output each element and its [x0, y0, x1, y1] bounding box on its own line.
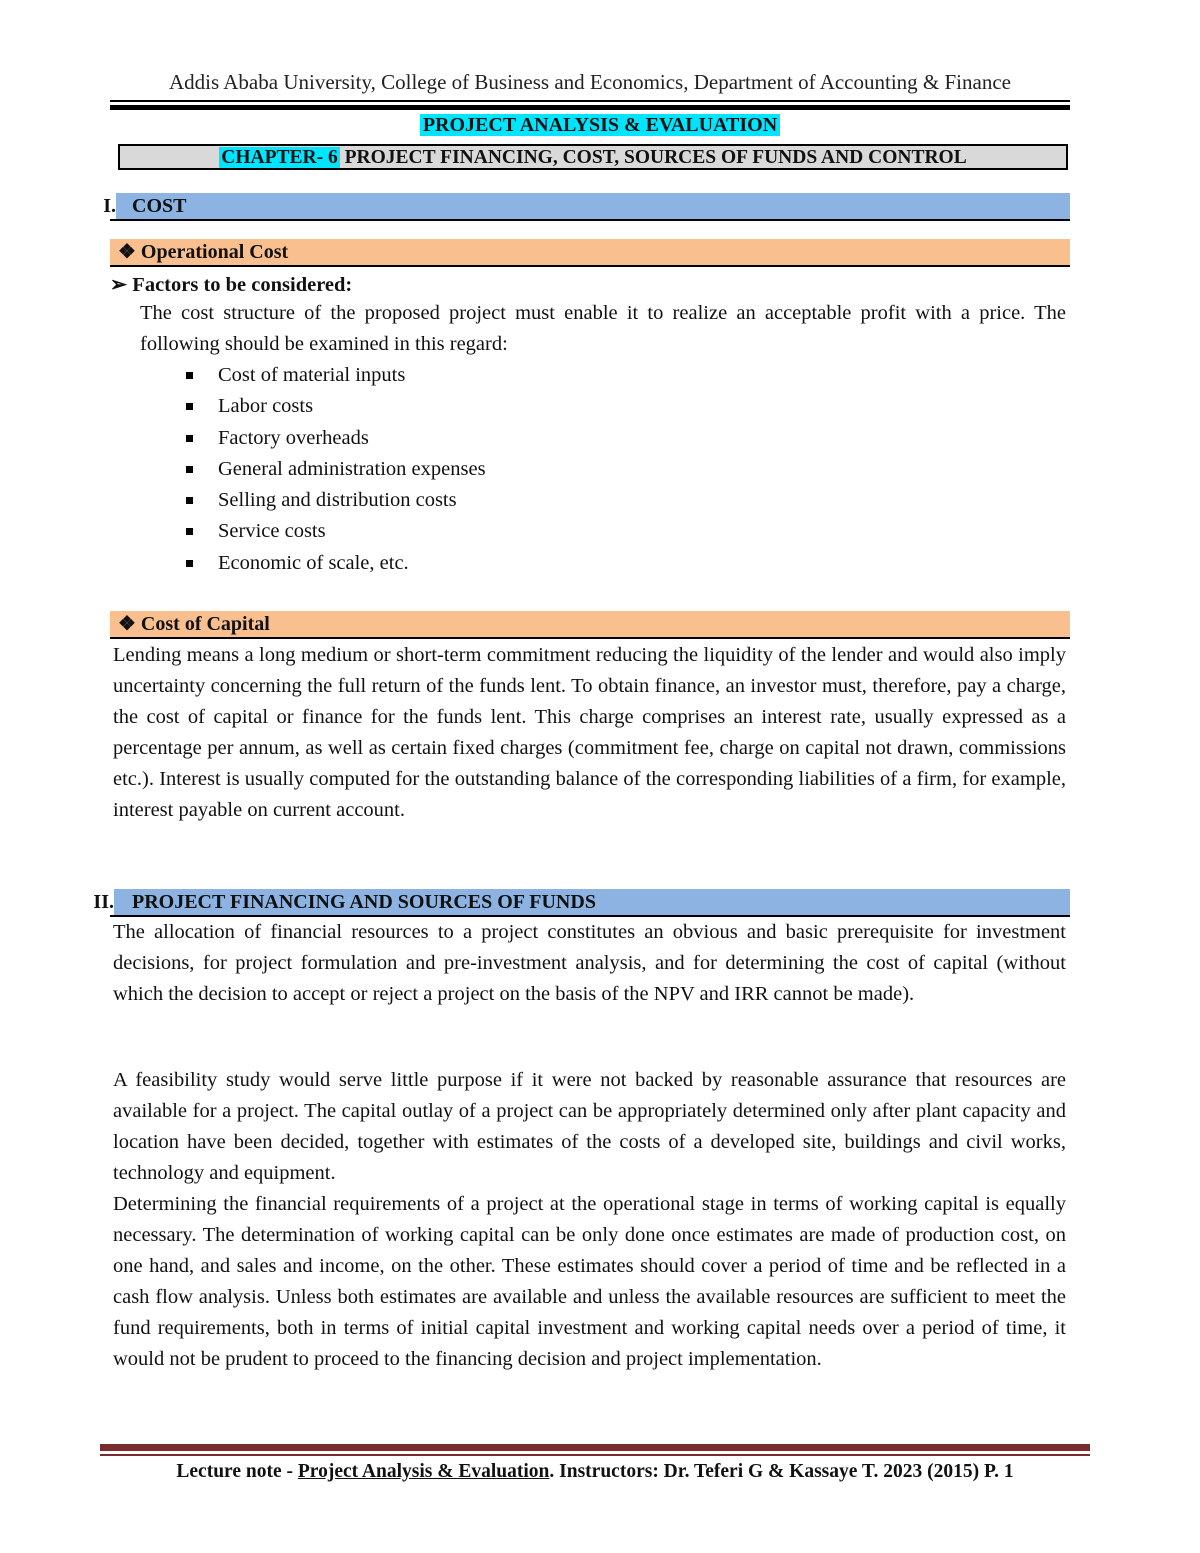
- bullet-square-icon: [186, 403, 193, 410]
- header-rule-thin: [110, 100, 1070, 102]
- section-cost-numeral: I.: [86, 193, 116, 219]
- operational-cost-heading: [110, 239, 1070, 267]
- footer-rule-thin: [100, 1454, 1090, 1456]
- footer-prefix: Lecture note -: [176, 1461, 298, 1482]
- bullet-square-icon: [186, 528, 193, 535]
- list-item: Selling and distribution costs: [180, 485, 486, 516]
- chapter-heading: [118, 144, 1068, 170]
- bullet-square-icon: [186, 372, 193, 379]
- list-item: General administration expenses: [180, 454, 486, 485]
- factors-heading: ➢ Factors to be considered:: [110, 274, 353, 296]
- running-header: Addis Ababa University, College of Business and Economics, Department of Accounting & Finance: [169, 70, 1011, 94]
- page-footer: [100, 1458, 1090, 1486]
- cost-factors-list: [180, 360, 486, 579]
- bullet-square-icon: [186, 560, 193, 567]
- section-financing-numeral: II.: [84, 889, 114, 915]
- list-item: Labor costs: [180, 391, 486, 422]
- list-item: Economic of scale, etc.: [180, 548, 486, 579]
- section-cost-title: COST: [132, 195, 187, 217]
- list-item: Factory overheads: [180, 423, 486, 454]
- cost-of-capital-text: Lending means a long medium or short-term commitment reducing the liquidity of the lender and would also imply uncertainty concerning the full return of the funds lent. To obtain finance, an investor must, therefore, pay a charge, the cost of capital or finance for the funds lent. This charge comprises an interest rate, usually expressed as a percentage per annum, as well as certain fixed charges (commitment fee, charge on capital not drawn, commissions etc.). Interest is usually computed for the outstanding balance of the corresponding liabilities of a firm, for example, interest payable on current account.: [113, 644, 1066, 821]
- operational-cost-title: ❖ Operational Cost: [118, 241, 289, 263]
- chapter-label: CHAPTER- 6: [221, 147, 338, 168]
- document-title-text: PROJECT ANALYSIS & EVALUATION: [420, 114, 780, 136]
- operational-cost-intro: The cost structure of the proposed project must enable it to realize an acceptable profit with a price. The following should be examined in this regard:: [140, 302, 1066, 355]
- footer-rule-thick: [100, 1444, 1090, 1451]
- list-item: Service costs: [180, 516, 486, 547]
- bullet-square-icon: [186, 435, 193, 442]
- section-financing-heading: [110, 889, 1070, 917]
- cost-of-capital-title: ❖ Cost of Capital: [118, 613, 270, 635]
- footer-course: Project Analysis & Evaluation: [297, 1461, 550, 1482]
- bullet-square-icon: [186, 497, 193, 504]
- section-cost-heading: [110, 193, 1070, 221]
- list-item: Cost of material inputs: [180, 360, 486, 391]
- document-title: [0, 114, 1200, 136]
- bullet-square-icon: [186, 466, 193, 473]
- footer-suffix: . Instructors: Dr. Teferi G & Kassaye T. 2023 (2015) P. 1: [549, 1461, 1014, 1482]
- financing-paragraph-1: The allocation of financial resources to a project constitutes an obvious and basic prerequisite for investment decisions, for project formulation and pre-investment analysis, and for determining the cost of capital (without which the decision to accept or reject a project on the basis of the NPV and IRR cannot be made).: [113, 921, 1066, 1005]
- cost-of-capital-heading: [110, 611, 1070, 639]
- chapter-title: PROJECT FINANCING, COST, SOURCES OF FUNDS AND CONTROL: [339, 147, 967, 168]
- header-rule-thick: [110, 105, 1070, 110]
- financing-paragraph-2: A feasibility study would serve little purpose if it were not backed by reasonable assurance that resources are available for a project. The capital outlay of a project can be appropriately determined only after plant capacity and location have been decided, together with estimates of the costs of a developed site, buildings and civil works, technology and equipment.: [113, 1069, 1066, 1184]
- section-financing-title: PROJECT FINANCING AND SOURCES OF FUNDS: [132, 891, 596, 913]
- financing-paragraph-3: Determining the financial requirements of a project at the operational stage in terms of working capital is equally necessary. The determination of working capital can be only done once estimates are made of production cost, on one hand, and sales and income, on the other. These estimates should cover a period of time and be reflected in a cash flow analysis. Unless both estimates are available and unless the available resources are sufficient to meet the fund requirements, both in terms of initial capital investment and working capital needs over a period of time, it would not be prudent to proceed to the financing decision and project implementation.: [113, 1193, 1066, 1370]
